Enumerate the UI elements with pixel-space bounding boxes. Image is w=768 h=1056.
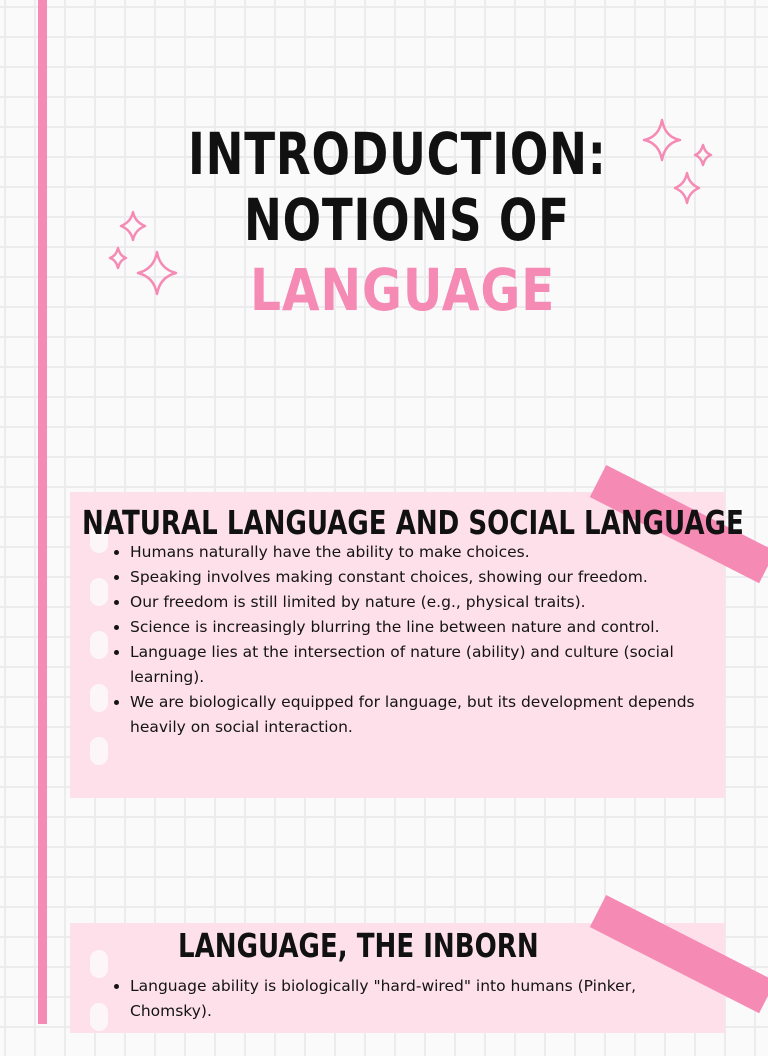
sparkle-icon: [695, 145, 711, 165]
sparkle-icon: [644, 120, 680, 160]
list-item: • Science is increasingly blurring the line between nature and control.: [130, 615, 710, 640]
bullet-list: [110, 540, 710, 740]
notebook-hole: [90, 631, 108, 659]
sparkle-icon: [121, 212, 145, 240]
section-heading: NATURAL LANGUAGE AND SOCIAL LANGUAGE: [82, 503, 744, 542]
title-line-2: NOTIONS OF: [244, 186, 570, 254]
notebook-holes: [90, 525, 108, 790]
list-item: • Humans naturally have the ability to make choices.: [130, 540, 710, 565]
margin-line: [38, 0, 47, 1024]
notebook-hole: [90, 737, 108, 765]
list-item: • Language lies at the intersection of nature (ability) and culture (social learning).: [130, 640, 710, 690]
notebook-hole: [90, 1003, 108, 1031]
sparkle-icon: [675, 173, 699, 203]
title-line-3: LANGUAGE: [250, 256, 556, 324]
notebook-hole: [90, 950, 108, 978]
list-item: • Speaking involves making constant choices, showing our freedom.: [130, 565, 710, 590]
sparkle-icon: [138, 252, 176, 294]
sparkle-icon: [110, 248, 126, 268]
title-line-1: INTRODUCTION:: [188, 120, 607, 188]
list-item: • Language ability is biologically "hard-wired" into humans (Pinker, Chomsky).: [130, 974, 715, 1024]
bullet-list: [110, 974, 715, 1024]
list-item: • Our freedom is still limited by nature (e.g., physical traits).: [130, 590, 710, 615]
notebook-hole: [90, 578, 108, 606]
notebook-hole: [90, 684, 108, 712]
notebook-holes: [90, 950, 108, 1056]
list-item: • We are biologically equipped for language, but its development depends heavily on social interaction.: [130, 690, 710, 740]
section-heading: LANGUAGE, THE INBORN: [178, 926, 539, 965]
